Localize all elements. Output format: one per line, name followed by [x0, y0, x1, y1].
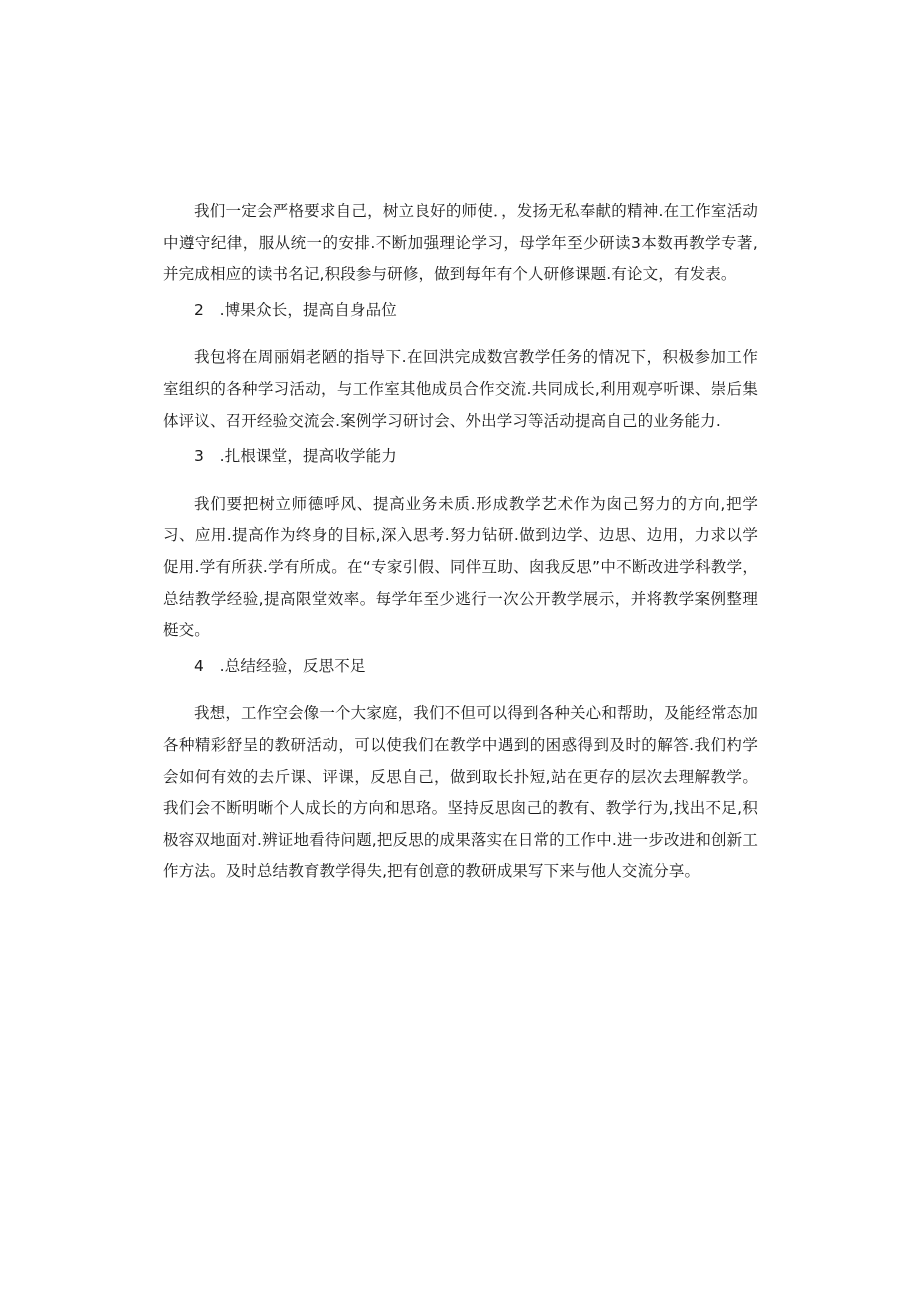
section-heading-3: 3 .扎根课堂，提高收学能力 — [194, 447, 397, 466]
spacer — [163, 326, 758, 342]
section-heading-2: 2 .博果众长，提高自身品位 — [194, 300, 397, 319]
paragraph-classroom: 我们要把树立师德呼风、提高业务未质.形成教学艺术作为囱己努力的方向,把学习、应用.提高作为终身的目标,深入思考.努力钻研.做到边学、边思、边用，力求以学促用.学有所获.学有所成。在“专家引假、同伴互助、囱我反思”中不断改进学科教学，总结教学经验,提高限堂效率。每学年至少逃行一次公开教学展示，并将教学案例整理梃交。 — [163, 494, 758, 640]
paragraph-learning: 我包将在周丽娟老陋的指导下.在回洪完成数宫教学任务的情况下，积极参加工作室组织的各种学习活动，与工作室其他成员合作交流.共同成长,利用观亭听课、崇后集体评议、召开经验交流会.案例学习研讨会、外出学习等活动提高自己的业务能力. — [163, 348, 758, 430]
paragraph-reflection: 我想，工作空会像一个大家庭，我们不但可以得到各种关心和帮助，及能经常态加各种精彩舒呈的教研活动，可以使我们在教学中遇到的困惑得到及时的解答.我们杓学会如何有效的去斤课、评课，反思自己，做到取长扑短,站在更存的层次去理解教学。我们会不断明晰个人成长的方向和思珞。坚持反思囱己的教有、教学行为,找出不足,积极容双地面对.辨证地看待问题,把反思的成果落实在日常的工作中.进一步改进和创新工作方法。及时总结教育教学得失,把有创意的教研成果写下来与他人交流分享。 — [163, 704, 758, 881]
spacer — [163, 473, 758, 489]
paragraph-commitment: 我们一定会严格要求自己，树立良好的师使．，发扬无私奉献的精神.在工作室活动中遵守纪律，服从统一的安排.不断加强理论学习，母学年至少研读3本数再教学专著,并完成相应的读书名记,积段参与研修，做到每年有个人研修课题.有论文，有发表。 — [163, 202, 758, 284]
spacer — [163, 682, 758, 698]
document-body — [163, 196, 758, 888]
section-heading-4: 4 .总结经验，反思不足 — [194, 656, 366, 675]
